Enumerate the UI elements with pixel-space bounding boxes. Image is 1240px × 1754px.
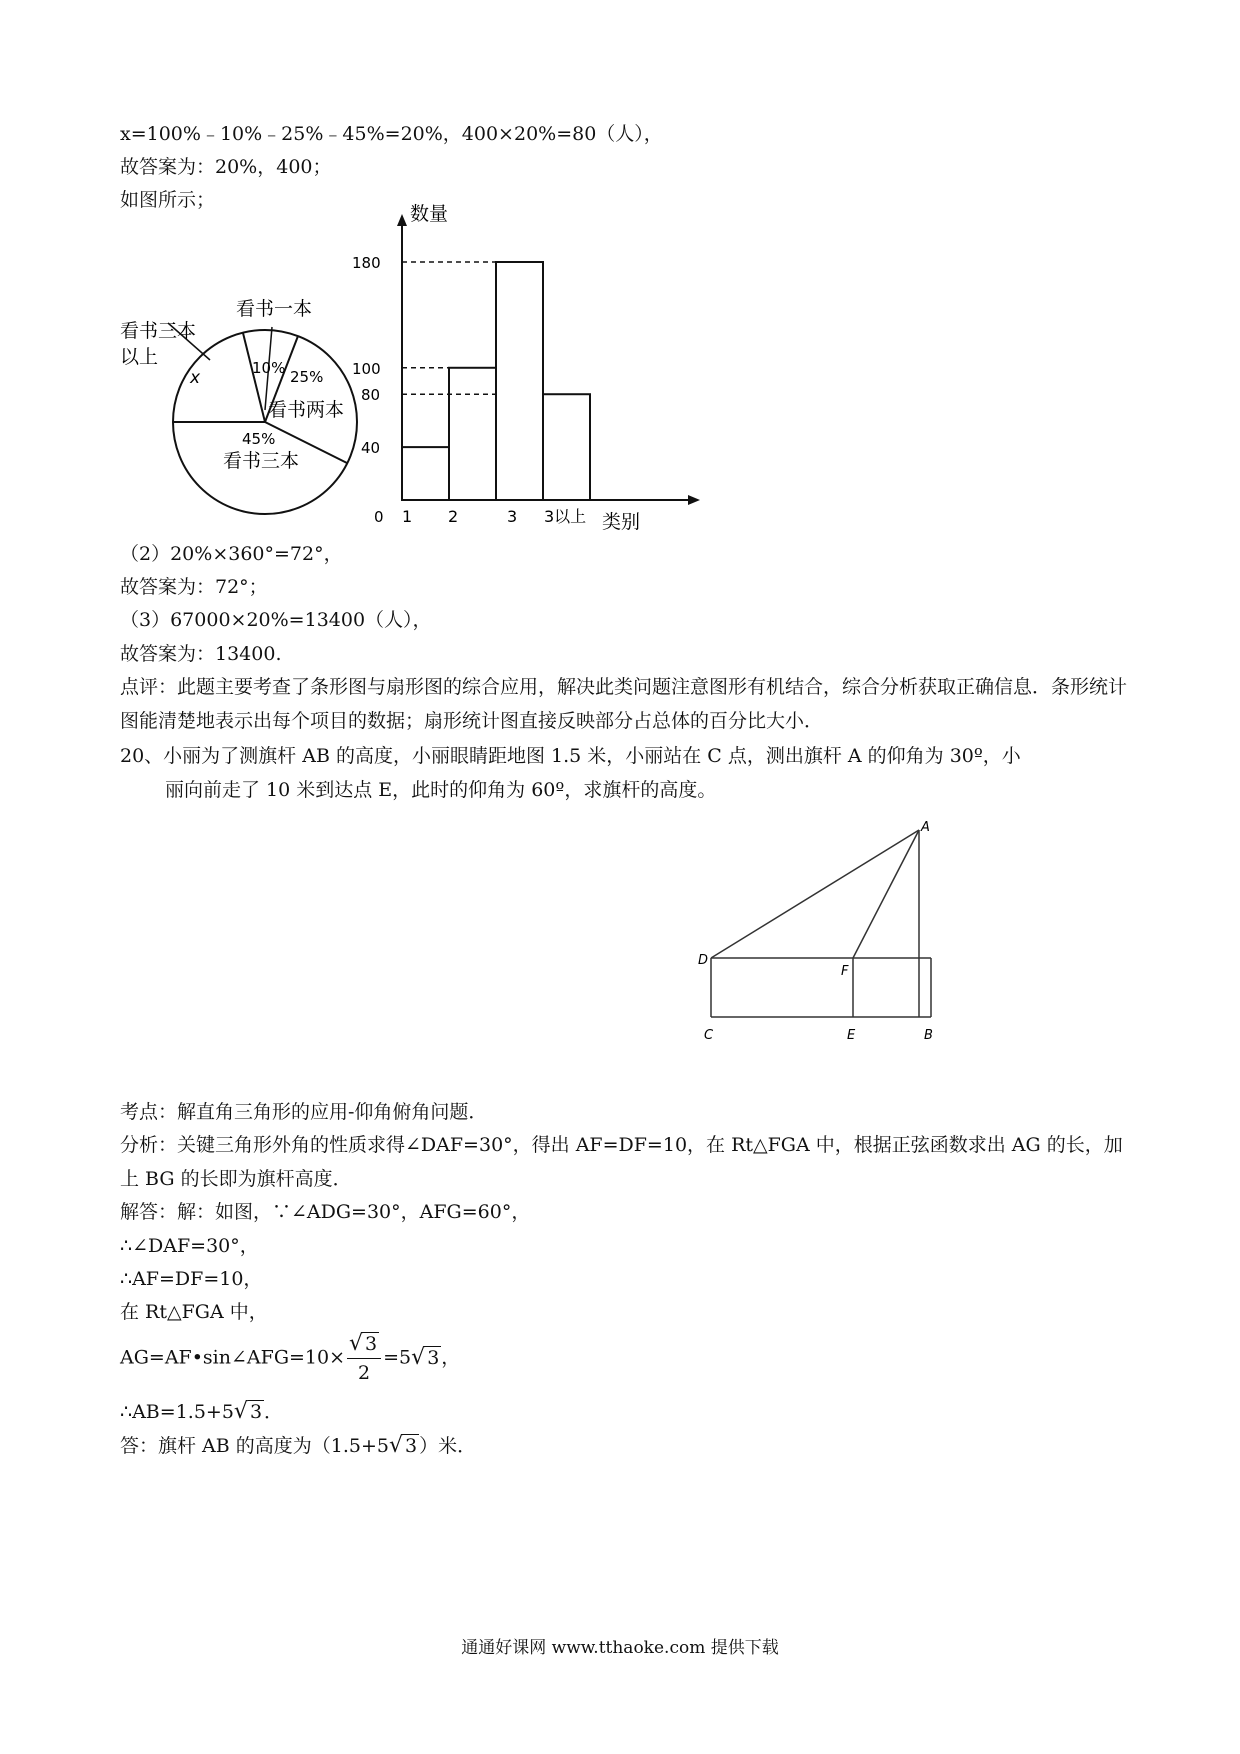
line-fa [853,830,919,958]
solution-line-ag [120,1330,460,1387]
pie-label-three-books: 看书三本 [223,450,300,472]
ab-prefix: ∴AB=1.5+5 [120,1401,234,1423]
pie-label-x: x [190,368,201,388]
y-tick-label: 80 [361,386,381,405]
bar [543,394,590,500]
pie-chart-figure [110,285,370,535]
denominator: 2 [358,1362,371,1384]
text-line-x-calc: x=100%﹣10%﹣25%﹣45%=20%，400×20%=80（人）， [120,123,663,145]
x-category-label: 3以上 [544,507,587,526]
pie-label-two-books: 看书两本 [268,399,345,421]
answer-suffix: ）米． [419,1435,477,1457]
x-axis-arrow [688,495,700,505]
point-label-e: E [847,1028,856,1043]
bar [449,368,496,500]
pie-radius [243,333,265,422]
y-axis-arrow [397,214,407,226]
radicand: 3 [365,1333,378,1355]
solution-line-3: ∴AF=DF=10， [120,1268,263,1290]
text-line-answer-2: 故答案为：72°； [120,576,268,598]
radical-sign: √ [349,1331,364,1356]
text-line-answer-1: 故答案为：20%，400； [120,156,332,178]
pie-label-three-plus-suffix: 以上 [120,346,159,368]
comment-paragraph: 点评：此题主要考查了条形图与扇形图的综合应用，解决此类问题注意图形有机结合，综合分析获取正确信息．条形统计图能清楚地表示出每个项目的数据；扇形统计图直接反映部分占总体的百分比大小． [120,676,1128,732]
bar [496,262,543,500]
line-da [711,830,919,958]
point-label-b: B [924,1028,933,1043]
y-tick-label: 40 [361,439,381,458]
sqrt-3 [234,1398,264,1426]
answer-line [120,1432,476,1460]
radicand: 3 [249,1401,263,1423]
question-20-line-1: 20、小丽为了测旗杆 AB 的高度，小丽眼睛距地图 1.5 米，小丽站在 C 点，测出旗杆 A 的仰角为 30º，小 [120,745,1021,767]
text-line-as-shown: 如图所示； [120,189,216,211]
geometry-figure [690,815,970,1050]
pie-label-three-plus: 看书三本 [120,320,197,342]
sqrt-3 [349,1330,379,1358]
y-axis-label: 数量 [410,203,449,225]
text-line-answer-3: 故答案为：13400. [120,643,282,665]
x-category-label: 2 [448,507,459,526]
text-line-part2: （2）20%×360°=72°， [120,543,343,565]
bar-chart [352,203,730,540]
pie-label-25pct: 25% [290,368,324,386]
solution-line-2: ∴∠DAF=30°， [120,1235,259,1257]
solution-line-4: 在 Rt△FGA 中， [120,1301,268,1323]
point-label-f: F [841,964,849,979]
pie-label-10pct: 10% [252,359,286,377]
comma: ， [441,1346,461,1369]
text-line-part3: （3）67000×20%=13400（人）， [120,609,432,631]
y-tick-label: 100 [352,359,381,378]
x-category-label: 3 [507,507,518,526]
ag-prefix: AG=AF•sin∠AFG=10× [120,1346,346,1369]
pie-label-one-book: 看书一本 [236,298,313,320]
radical-sign: √ [389,1433,404,1458]
point-label-a: A [921,820,930,835]
question-20-line-2: 丽向前走了 10 米到达点 E，此时的仰角为 60º，求旗杆的高度。 [165,779,717,801]
y-tick-label: 0 [374,508,384,526]
bar [402,447,449,500]
period: ． [264,1401,284,1423]
solution-line-1: 解答：解：如图，∵∠ADG=30°，AFG=60°， [120,1201,531,1223]
y-tick-label: 180 [352,254,381,272]
radicand: 3 [427,1346,440,1369]
x-axis-label: 类别 [602,511,641,533]
radicand: 3 [405,1435,418,1457]
radical-sign: √ [233,1399,248,1424]
point-label-d: D [698,953,709,968]
pie-label-45pct: 45% [242,430,276,448]
radical-sign: √ [411,1344,426,1370]
sqrt-3 [389,1432,419,1460]
point-label-c: C [704,1028,714,1043]
solution-line-ab [120,1398,283,1426]
sqrt-3 [411,1344,441,1372]
footer: 通通好课网 www.tthaoke.com 提供下载 [461,1638,779,1658]
kaodian-line: 考点：解直角三角形的应用-仰角俯角问题． [120,1101,488,1123]
x-category-label: 1 [402,507,413,526]
answer-prefix: 答：旗杆 AB 的高度为（1.5+5 [120,1435,389,1457]
fraction-sqrt3-over-2 [347,1330,381,1387]
equals-5: =5 [383,1346,412,1369]
analysis-paragraph: 分析：关键三角形外角的性质求得∠DAF=30°，得出 AF=DF=10，在 Rt△FGA 中，根据正弦函数求出 AG 的长，加上 BG 的长即为旗杆高度． [120,1134,1123,1190]
